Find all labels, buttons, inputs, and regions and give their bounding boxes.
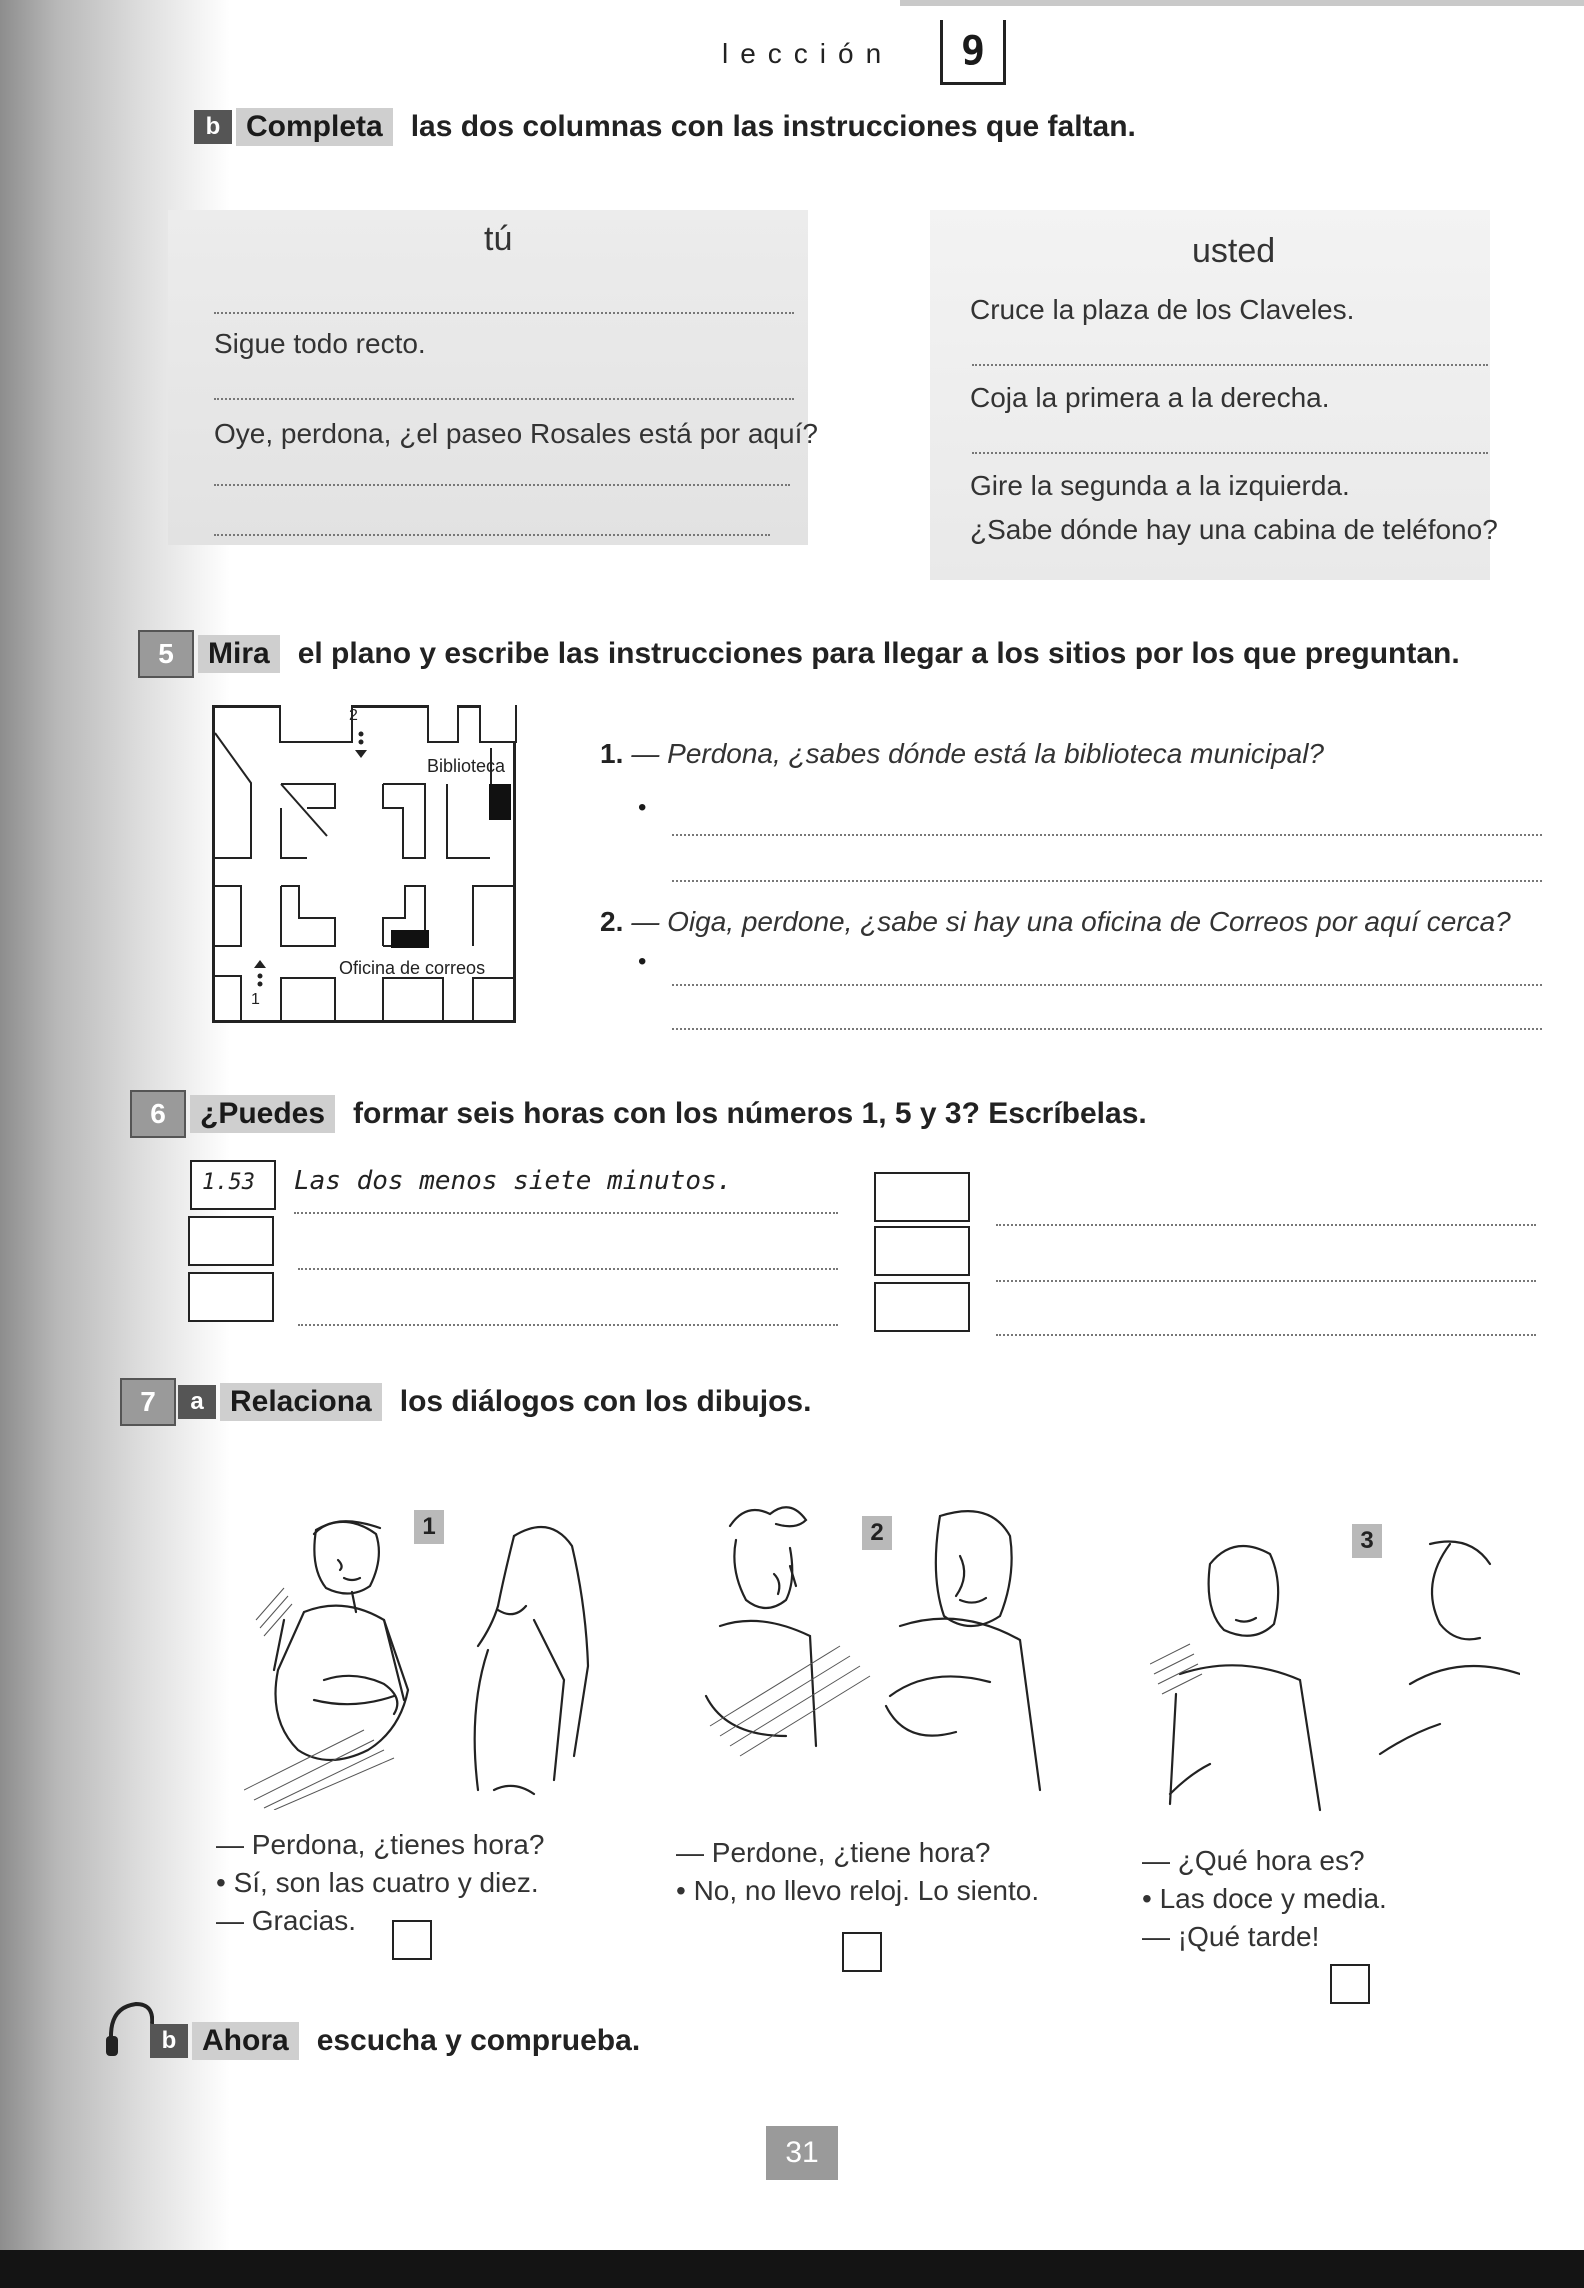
tu-line-4: Oye, perdona, ¿el paseo Rosales está por aquí? xyxy=(214,418,818,449)
usted-line-5: Gire la segunda a la izquierda. xyxy=(970,470,1350,501)
dialog-1-line-3: — Gracias. xyxy=(216,1905,357,1936)
dialog-1 xyxy=(216,1826,544,1940)
two-people-talking-drawing xyxy=(1150,1524,1520,1824)
dialog-3-answer-box[interactable] xyxy=(1330,1964,1370,2004)
section-6-instruction: formar seis horas con los números 1, 5 y 3? Escríbelas. xyxy=(353,1097,1147,1130)
usted-line-3: Coja la primera a la derecha. xyxy=(970,382,1330,413)
section-6-tag: 6 xyxy=(130,1090,186,1138)
question-2-text: — Oiga, perdone, ¿sabe si hay una oficina de Correos por aquí cerca? xyxy=(631,906,1511,937)
section-7-tag: 7 xyxy=(120,1378,176,1426)
answer-1-line-1[interactable] xyxy=(672,834,1542,836)
section-b-header xyxy=(194,108,1136,146)
tu-answer-line-6[interactable] xyxy=(214,534,770,536)
lesson-label: lección xyxy=(722,38,894,69)
picture-1-number: 1 xyxy=(414,1510,444,1544)
section-7-instruction: los diálogos con los dibujos. xyxy=(399,1385,812,1418)
section-7-header xyxy=(120,1378,811,1426)
time-line-4[interactable] xyxy=(996,1224,1536,1226)
dialog-2-answer-box[interactable] xyxy=(842,1932,882,1972)
street-map xyxy=(212,705,516,1023)
dialog-2-line-1: — Perdone, ¿tiene hora? xyxy=(676,1837,991,1868)
tu-answer-line-1[interactable] xyxy=(214,312,794,314)
time-box-4[interactable] xyxy=(874,1172,970,1222)
question-1 xyxy=(600,738,1324,770)
post-office-building xyxy=(391,930,429,948)
library-building xyxy=(489,784,511,820)
usted-answer-line-4[interactable] xyxy=(972,452,1488,454)
page-number: 31 xyxy=(766,2126,838,2180)
couple-checking-watch-drawing xyxy=(244,1500,604,1810)
tu-column-panel xyxy=(168,210,808,545)
time-line-5[interactable] xyxy=(996,1280,1536,1282)
section-7-subtag: a xyxy=(178,1385,216,1419)
dialog-1-line-1: — Perdona, ¿tienes hora? xyxy=(216,1829,545,1860)
dialog-3-line-3: — ¡Qué tarde! xyxy=(1142,1921,1320,1952)
section-7b-header xyxy=(150,2022,640,2060)
section-5-tag: 5 xyxy=(138,630,194,678)
question-1-text: — Perdona, ¿sabes dónde está la biblioteca municipal? xyxy=(631,738,1325,769)
question-2-number: 2. xyxy=(600,906,624,937)
section-b-tag: b xyxy=(194,110,232,144)
answer-2-line-2[interactable] xyxy=(672,1028,1542,1030)
illustration-1 xyxy=(244,1500,604,1810)
map-route-number-2: 2 xyxy=(349,707,358,724)
section-5-keyword: Mira xyxy=(198,635,280,673)
time-box-6[interactable] xyxy=(874,1282,970,1332)
example-time: 1.53 xyxy=(202,1170,255,1195)
scan-bottom-edge xyxy=(0,2250,1584,2288)
section-b-keyword: Completa xyxy=(236,108,393,146)
map-label-biblioteca: Biblioteca xyxy=(427,756,506,776)
dialog-3 xyxy=(1142,1842,1387,1956)
dialog-1-answer-box[interactable] xyxy=(392,1920,432,1960)
section-b-instruction: las dos columnas con las instrucciones que faltan. xyxy=(410,110,1136,143)
picture-3-number: 3 xyxy=(1352,1524,1382,1558)
question-1-number: 1. xyxy=(600,738,624,769)
lesson-number-box xyxy=(940,20,1006,85)
section-6-keyword: ¿Puedes xyxy=(190,1095,335,1133)
tu-answer-line-5[interactable] xyxy=(214,484,790,486)
usted-line-1: Cruce la plaza de los Claveles. xyxy=(970,294,1355,325)
illustration-3 xyxy=(1150,1524,1520,1824)
dialog-1-line-2: • Sí, son las cuatro y diez. xyxy=(216,1867,539,1898)
answer-2-line-1[interactable] xyxy=(672,984,1542,986)
dialog-2 xyxy=(676,1834,1039,1910)
usted-answer-line-2[interactable] xyxy=(972,364,1488,366)
tu-heading: tú xyxy=(484,220,513,258)
section-5-instruction: el plano y escribe las instrucciones para llegar a los sitios por los que preguntan. xyxy=(297,637,1460,670)
section-7-keyword: Relaciona xyxy=(220,1383,382,1421)
time-box-example xyxy=(190,1160,276,1210)
section-7b-tag: b xyxy=(150,2024,188,2058)
answer-2-bullet: • xyxy=(638,948,647,975)
tu-answer-line-3[interactable] xyxy=(214,398,794,400)
picture-2-number: 2 xyxy=(862,1516,892,1550)
time-line-3[interactable] xyxy=(298,1324,838,1326)
time-box-2[interactable] xyxy=(188,1216,274,1266)
headphones-icon xyxy=(104,1996,154,2060)
usted-line-6: ¿Sabe dónde hay una cabina de teléfono? xyxy=(970,514,1498,545)
question-2 xyxy=(600,906,1511,938)
dialog-2-line-2: • No, no llevo reloj. Lo siento. xyxy=(676,1875,1040,1906)
top-edge xyxy=(900,0,1584,6)
map-route-number-1: 1 xyxy=(251,991,260,1008)
time-box-5[interactable] xyxy=(874,1226,970,1276)
time-line-2[interactable] xyxy=(298,1268,838,1270)
usted-heading: usted xyxy=(1192,232,1276,270)
tu-line-2: Sigue todo recto. xyxy=(214,328,426,359)
dialog-3-line-2: • Las doce y media. xyxy=(1142,1883,1387,1914)
section-5-header xyxy=(138,630,1460,678)
section-7b-instruction: escucha y comprueba. xyxy=(316,2024,641,2057)
section-6-header xyxy=(130,1090,1147,1138)
map-label-oficina-correos: Oficina de correos xyxy=(339,958,486,978)
answer-1-bullet: • xyxy=(638,794,647,821)
dialog-3-line-1: — ¿Qué hora es? xyxy=(1142,1845,1365,1876)
time-box-3[interactable] xyxy=(188,1272,274,1322)
time-line-1[interactable] xyxy=(294,1212,838,1214)
example-answer: Las dos menos siete minutos. xyxy=(294,1166,733,1196)
section-7b-keyword: Ahora xyxy=(192,2022,299,2060)
lesson-number: 9 xyxy=(960,28,986,74)
answer-1-line-2[interactable] xyxy=(672,880,1542,882)
time-line-6[interactable] xyxy=(996,1334,1536,1336)
